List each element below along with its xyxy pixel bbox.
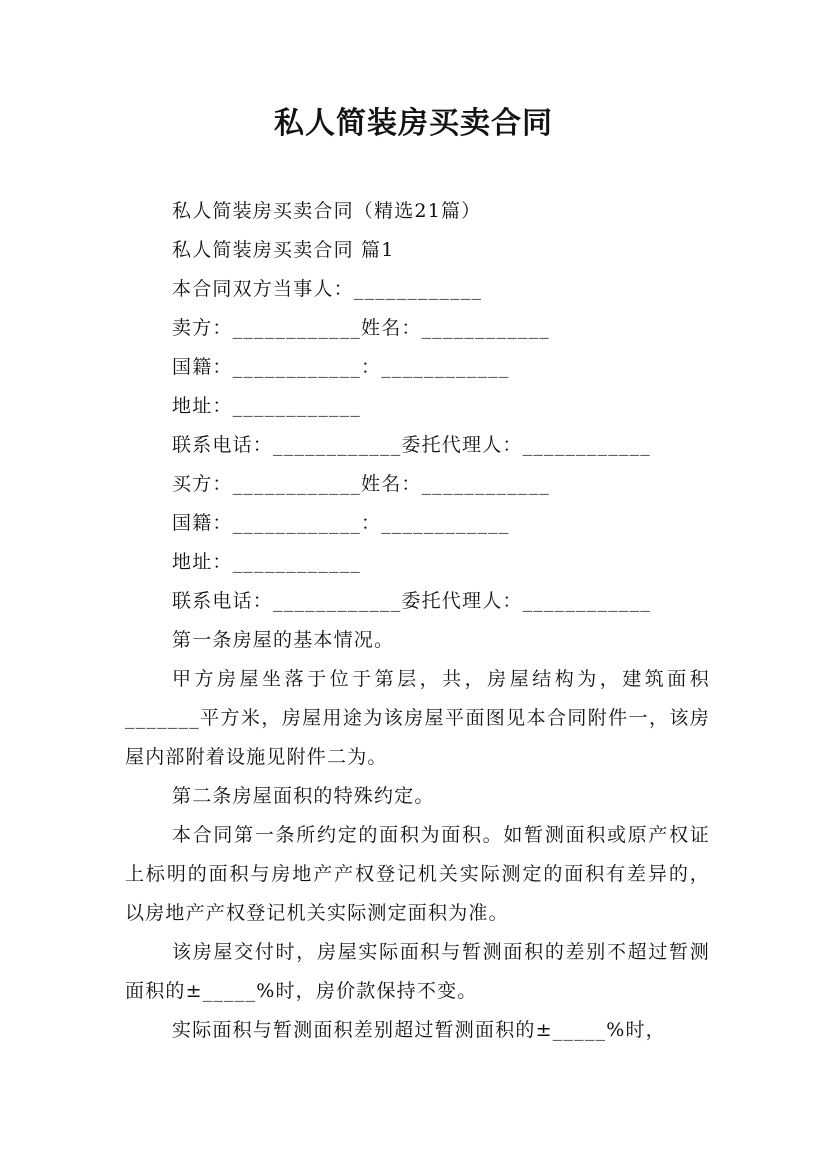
paragraph-section-heading: 私人简装房买卖合同 篇1 bbox=[172, 239, 395, 261]
paragraph-subtitle: 私人简装房买卖合同（精选21篇） bbox=[172, 200, 482, 222]
paragraph-seller-phone: 联系电话：____________委托代理人：____________ bbox=[172, 434, 652, 456]
paragraph-article-1-body: 甲方房屋坐落于位于第层，共，房屋结构为，建筑面积_______平方米，房屋用途为该房屋平面图见本合同附件一，该房屋内部附着设施见附件二为。 bbox=[125, 668, 710, 768]
paragraph-parties: 本合同双方当事人：____________ bbox=[172, 278, 483, 300]
paragraph-seller-name: 卖方：____________姓名：____________ bbox=[172, 317, 551, 339]
paragraph-area-excess: 实际面积与暂测面积差别超过暂测面积的±_____%时， bbox=[172, 1019, 666, 1041]
document-body bbox=[125, 192, 710, 1050]
paragraph-buyer-name: 买方：____________姓名：____________ bbox=[172, 473, 551, 495]
document-title: 私人简装房买卖合同 bbox=[274, 106, 553, 141]
paragraph-seller-nationality: 国籍：____________：____________ bbox=[172, 356, 510, 378]
paragraph-area-tolerance: 该房屋交付时，房屋实际面积与暂测面积的差别不超过暂测面积的±_____%时，房价款保持不变。 bbox=[125, 941, 710, 1002]
paragraph-seller-address: 地址：____________ bbox=[172, 395, 362, 417]
paragraph-buyer-address: 地址：____________ bbox=[172, 551, 362, 573]
paragraph-article-1-heading: 第一条房屋的基本情况。 bbox=[172, 629, 395, 651]
paragraph-buyer-nationality: 国籍：____________：____________ bbox=[172, 512, 510, 534]
paragraph-article-2-body: 本合同第一条所约定的面积为面积。如暂测面积或原产权证上标明的面积与房地产产权登记机关实际测定的面积有差异的，以房地产产权登记机关实际测定面积为准。 bbox=[125, 824, 710, 924]
paragraph-article-2-heading: 第二条房屋面积的特殊约定。 bbox=[172, 785, 435, 807]
paragraph-buyer-phone: 联系电话：____________委托代理人：____________ bbox=[172, 590, 652, 612]
